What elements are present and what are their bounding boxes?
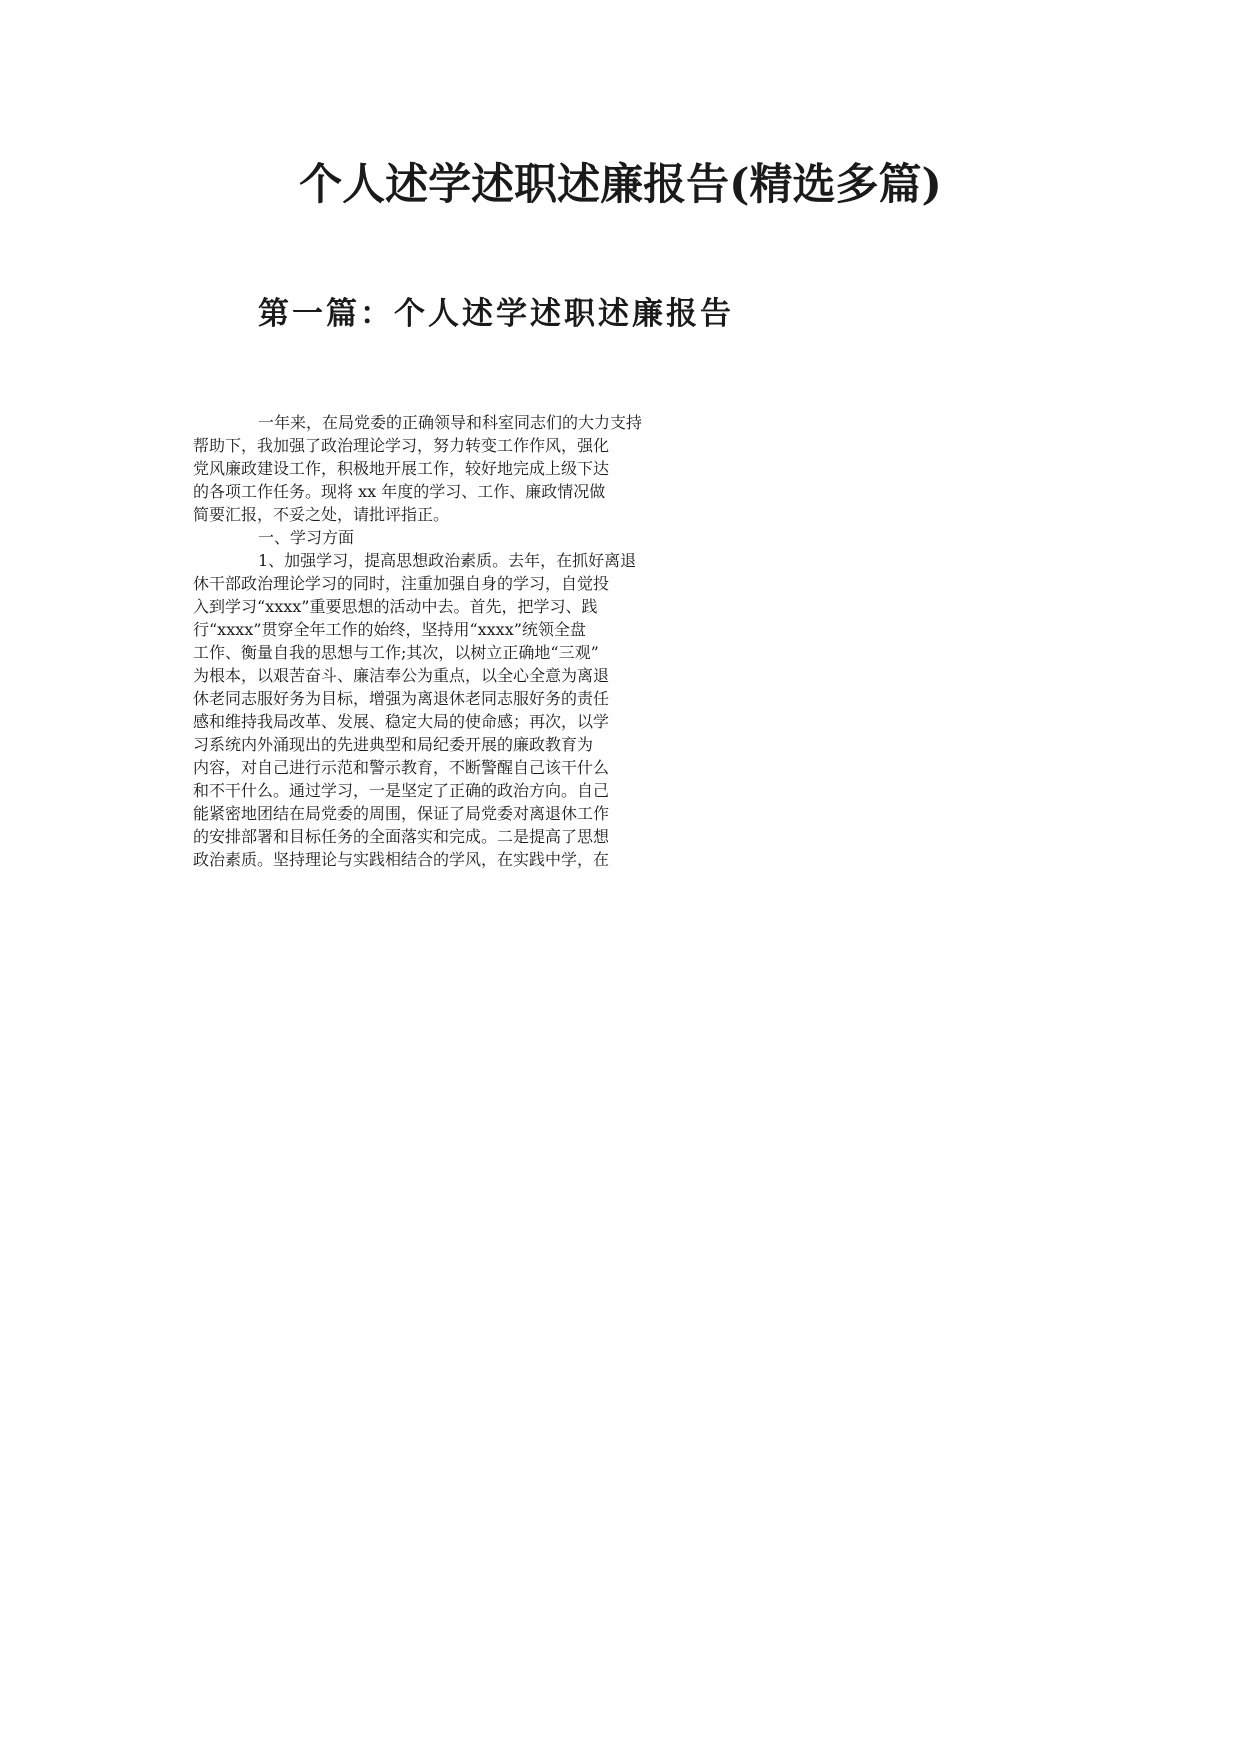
body-line: 习系统内外涌现出的先进典型和局纪委开展的廉政教育为: [193, 735, 594, 754]
body-line: 休干部政治理论学习的同时，注重加强自身的学习，自觉投: [193, 574, 610, 593]
body-line: 一年来，在局党委的正确领导和科室同志们的大力支持: [258, 413, 643, 432]
body-line: 政治素质。坚持理论与实践相结合的学风，在实践中学，在: [193, 850, 610, 869]
body-line: 简要汇报，不妥之处，请批评指正。: [193, 505, 450, 524]
body-line: 党风廉政建设工作，积极地开展工作，较好地完成上级下达: [193, 459, 610, 478]
body-line: 工作、衡量自我的思想与工作;其次，以树立正确地“三观”: [193, 643, 599, 662]
body-line: 行“xxxx”贯穿全年工作的始终，坚持用“xxxx”统领全盘: [193, 620, 586, 639]
body-line: 入到学习“xxxx”重要思想的活动中去。首先，把学习、践: [193, 597, 598, 616]
body-line: 帮助下，我加强了政治理论学习，努力转变工作作风，强化: [193, 436, 610, 455]
subheading-line: 一、学习方面: [258, 528, 355, 547]
body-line: 休老同志服好务为目标，增强为离退休老同志服好务的责任: [193, 689, 610, 708]
body-line: 为根本，以艰苦奋斗、廉洁奉公为重点，以全心全意为离退: [193, 666, 610, 685]
body-line: 1、加强学习，提高思想政治素质。去年，在抓好离退: [258, 551, 637, 570]
body-line: 和不干什么。通过学习，一是坚定了正确的政治方向。自己: [193, 781, 610, 800]
body-line: 感和维持我局改革、发展、稳定大局的使命感；再次，以学: [193, 712, 610, 731]
body-line: 能紧密地团结在局党委的周围，保证了局党委对离退休工作: [193, 804, 610, 823]
body-line: 的安排部署和目标任务的全面落实和完成。二是提高了思想: [193, 827, 610, 846]
body-line: 的各项工作任务。现将 xx 年度的学习、工作、廉政情况做: [193, 482, 606, 501]
document-title: 个人述学述职述廉报告(精选多篇): [299, 160, 942, 210]
body-line: 内容，对自己进行示范和警示教育，不断警醒自己该干什么: [193, 758, 610, 777]
section-heading: 第一篇：个人述学述职述廉报告: [258, 296, 734, 332]
document-body: [193, 410, 1053, 870]
